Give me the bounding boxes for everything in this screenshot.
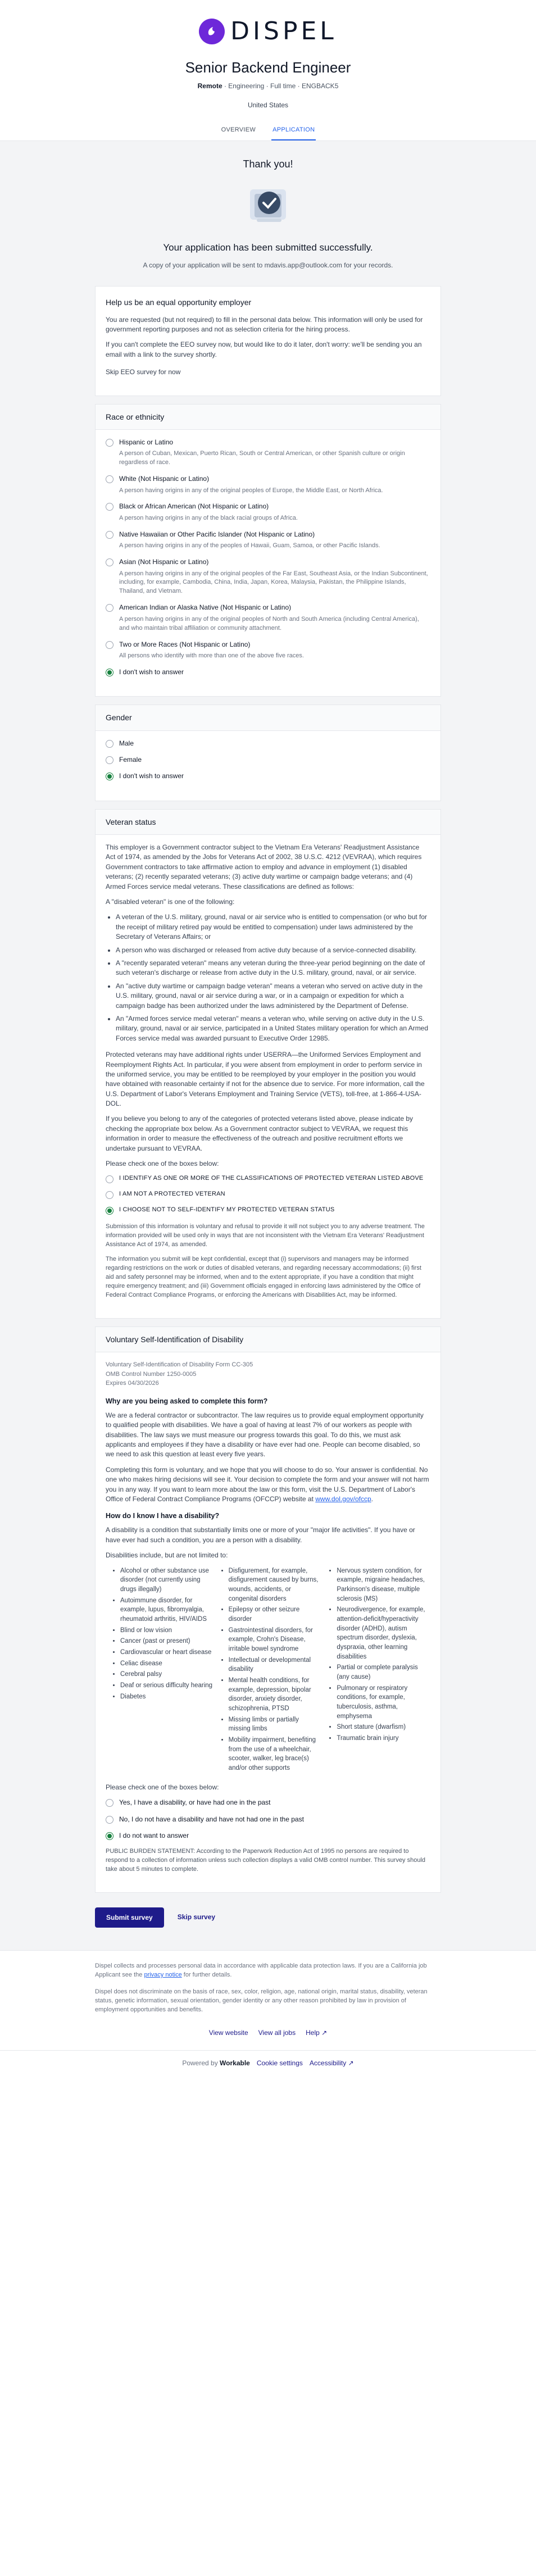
- veteran-userra: Protected veterans may have additional rights under USERRA—the Uniformed Services Employment and Reemployment Rights Act. In particular, if you were absent from employment in order to perform service in the uniformed service, you may be entitled to be reemployed by your employer in the position you would have obtained with reasonable certainty if not for the absence due to service. For more information, call the U.S. Department of Labor's Veterans Employment and Training Service (VETS), toll-free, at 1-866-4-USA-DOL.: [106, 1051, 425, 1108]
- veteran-option[interactable]: [106, 1174, 430, 1183]
- list-item: • Deaf or serious difficulty hearing: [120, 1681, 214, 1691]
- tab-overview[interactable]: OVERVIEW: [221, 126, 256, 134]
- page-footer: [0, 1950, 536, 2078]
- job-tabs: [0, 121, 536, 141]
- race-title: Race or ethnicity: [96, 405, 440, 430]
- main-content: [0, 141, 536, 1950]
- job-details: · Engineering · Full time · ENGBACK5: [222, 82, 339, 90]
- list-item: • Epilepsy or other seizure disorder: [229, 1605, 322, 1624]
- list-item: • Cardiovascular or heart disease: [120, 1648, 214, 1657]
- radio-button[interactable]: [106, 531, 113, 539]
- option-label: I CHOOSE NOT TO SELF-IDENTIFY MY PROTECTED VETERAN STATUS: [119, 1206, 335, 1214]
- race-card: [95, 404, 441, 697]
- confirmation-copy-note: A copy of your application will be sent to mdavis.app@outlook.com for your records.: [143, 261, 393, 269]
- company-logo[interactable]: [199, 13, 337, 49]
- powered-by-bar: [0, 2050, 536, 2068]
- cookie-settings-link[interactable]: Cookie settings: [256, 2059, 303, 2068]
- option-label: Two or More Races (Not Hispanic or Latino): [119, 640, 251, 648]
- ofccp-link[interactable]: www.dol.gov/ofccp: [315, 1494, 371, 1503]
- privacy-notice-text: [95, 1962, 441, 1980]
- option-description: All persons who identify with more than one of the above five races.: [119, 652, 304, 659]
- option-label: Asian (Not Hispanic or Latino): [119, 558, 209, 566]
- why-heading: Why are you being asked to complete this form?: [106, 1397, 268, 1405]
- workable-brand: Workable: [220, 2059, 250, 2068]
- checkmark-illustration-icon: [240, 177, 296, 233]
- option-description: A person of Cuban, Mexican, Puerto Rican, South or Central American, or other Spanish culture or origin regardless of race.: [119, 450, 405, 466]
- radio-button[interactable]: [106, 558, 113, 566]
- how-heading: How do I know I have a disability?: [106, 1512, 220, 1520]
- gender-option[interactable]: [106, 771, 430, 781]
- list-item: • Diabetes: [120, 1692, 214, 1702]
- race-option[interactable]: [106, 640, 430, 661]
- list-item: • Short stature (dwarfism): [337, 1723, 430, 1732]
- gender-option[interactable]: [106, 739, 430, 748]
- job-location: United States: [247, 101, 289, 109]
- eeo-statement: Dispel does not discriminate on the basis of race, sex, color, religion, age, national origin, marital status, disability, veteran status, genetic information, sexual orientation, gender identity or any other reason prohibited by law in provision of employment opportunities and benefits.: [95, 1988, 428, 2013]
- radio-button[interactable]: [106, 475, 113, 483]
- race-option[interactable]: [106, 557, 430, 596]
- dispel-logo-icon: [199, 19, 225, 44]
- list-item: • A veteran of the U.S. military, ground, naval or air service who is entitled to compensation (or who but for the receipt of military retired pay would be entitled to compensation) under laws administered by the Secretary of Veterans Affairs; or: [116, 912, 430, 942]
- eeo-title: Help us be an equal opportunity employer: [106, 298, 252, 307]
- why-paragraph-2: Completing this form is voluntary, and we hope that you will choose to do so. Your answer is confidential. No one who makes hiring decisions will see it. Your decision to complete the form and your answer will not harm you in any way. If you want to learn more about the law or this form, visit the U.S. Department of Labor's Office of Federal Contract Compliance Programs (OFCCP) website at www.dol.gov/ofccp.: [106, 1465, 429, 1503]
- disability-option[interactable]: [106, 1815, 430, 1824]
- disabilities-list: [113, 1566, 430, 1775]
- job-team: Remote: [197, 82, 222, 90]
- form-line: OMB Control Number 1250-0005: [106, 1370, 197, 1378]
- race-option[interactable]: [106, 438, 430, 467]
- list-item: • Blind or low vision: [120, 1626, 214, 1635]
- option-label: Black or African American (Not Hispanic or Latino): [119, 502, 269, 511]
- privacy-notice-link[interactable]: privacy notice: [144, 1971, 182, 1979]
- veteran-card: [95, 809, 441, 1319]
- option-description: A person having origins in any of the black racial groups of Africa.: [119, 514, 298, 521]
- disability-option[interactable]: [106, 1831, 430, 1841]
- privacy-text-pre: Dispel collects and processes personal data in accordance with applicable data protection laws. If you are a California job Applicant see the: [95, 1962, 427, 1979]
- radio-button[interactable]: [106, 1832, 113, 1840]
- eeo-intro: You are requested (but not required) to fill in the personal data below. This information will only be used for government reporting purposes and not as selection criteria for the hiring process.: [106, 315, 423, 334]
- view-all-jobs-link[interactable]: View all jobs: [258, 2028, 296, 2037]
- veteran-definition-intro: A "disabled veteran" is one of the following:: [106, 898, 235, 906]
- gender-options: [106, 739, 430, 782]
- list-item: • Mental health conditions, for example, depression, bipolar disorder, anxiety disorder, schizophrenia, PTSD: [229, 1676, 322, 1714]
- option-label: Hispanic or Latino: [119, 438, 174, 446]
- powered-by-label: Powered by: [182, 2059, 218, 2068]
- list-item: • Celiac disease: [120, 1659, 214, 1669]
- gender-option[interactable]: [106, 755, 430, 765]
- option-label: American Indian or Alaska Native (Not Hispanic or Latino): [119, 603, 292, 612]
- option-label: I do not want to answer: [119, 1831, 189, 1839]
- help-label: Help: [306, 2028, 320, 2037]
- radio-button[interactable]: [106, 773, 113, 780]
- option-label: Male: [119, 739, 134, 747]
- option-label: Female: [119, 756, 142, 764]
- option-label: White (Not Hispanic or Latino): [119, 475, 210, 483]
- radio-button[interactable]: [106, 1175, 113, 1183]
- disability-prompt: Please check one of the boxes below:: [106, 1783, 219, 1791]
- form-line: Voluntary Self-Identification of Disability Form CC-305: [106, 1361, 253, 1369]
- list-item: • Autoimmune disorder, for example, lupus, fibromyalgia, rheumatoid arthritis, HIV/AIDS: [120, 1596, 214, 1624]
- page-header: [0, 0, 536, 141]
- confirmation: [95, 157, 441, 286]
- survey-actions: [95, 1907, 441, 1928]
- list-item: • Disfigurement, for example, disfigurement caused by burns, wounds, accidents, or congenital disorders: [229, 1566, 322, 1604]
- eeo-later-note: If you can't complete the EEO survey now, but would like to do it later, don't worry: we'll be sending you an email with a link to the survey shortly.: [106, 340, 422, 358]
- disability-options: [106, 1798, 430, 1841]
- powered-by: [182, 2059, 250, 2068]
- list-item: • Nervous system condition, for example, migraine headaches, Parkinson's disease, multiple sclerosis (MS): [337, 1566, 430, 1604]
- option-description: A person having origins in any of the original peoples of Europe, the Middle East, or North Africa.: [119, 487, 383, 494]
- job-title: Senior Backend Engineer: [185, 58, 351, 76]
- confirmation-message: Your application has been submitted successfully.: [163, 242, 373, 253]
- why-paragraph: We are a federal contractor or subcontractor. The law requires us to provide equal employment opportunity to qualified people with disabilities. We have a goal of having at least 7% of our workers as people with disabilities. The law says we must measure our progress towards this goal. To do this, we must ask applicants and employees if they have a disability or have ever had one. People can become disabled, so we need to ask this question at least every five years.: [106, 1411, 424, 1459]
- radio-button[interactable]: [106, 669, 113, 676]
- eeo-intro-card: [95, 286, 441, 396]
- skip-eeo-link[interactable]: Skip EEO survey for now: [106, 368, 181, 376]
- option-label: Yes, I have a disability, or have had one in the past: [119, 1798, 271, 1807]
- veteran-voluntary-note: Submission of this information is voluntary and refusal to provide it will not subject you to any adverse treatment. The information provided will be used only in ways that are not inconsistent with the Vietnam Era Veterans' Readjustment Assistance Act of 1974, as amended.: [106, 1223, 425, 1248]
- list-item: • An "active duty wartime or campaign badge veteran" means a veteran who served on active duty in the U.S. military, ground, naval or air service during a war, or in a campaign or expedition for which a campaign badge has been authorized under the laws administered by the Department of Defense.: [116, 982, 430, 1011]
- disabilities-intro: Disabilities include, but are not limited to:: [106, 1551, 228, 1560]
- option-label: I don't wish to answer: [119, 667, 184, 676]
- disabilities-column: [120, 1566, 214, 1775]
- disability-card: [95, 1326, 441, 1893]
- race-option[interactable]: [106, 474, 430, 495]
- why-text: Completing this form is voluntary, and we hope that you will choose to do so. Your answer is confidential. No one who makes hiring decisions will see it. Your decision to complete the form and your answer will not harm you in any way. If you want to learn more about the law or this form, visit the U.S. Department of Labor's Office of Federal Contract Compliance Programs (OFCCP) website at: [106, 1465, 429, 1503]
- option-label: No, I do not have a disability and have not had one in the past: [119, 1815, 304, 1823]
- veteran-confidential-note: The information you submit will be kept confidential, except that (i) supervisors and managers may be informed regarding restrictions on the work or duties of disabled veterans, and regarding necessary accommodations; (ii) first aid and safety personnel may be informed, when and to the extent appropriate, if you have a condition that might require emergency treatment; and (iii) Government officials engaged in enforcing laws administered by the Office of Federal Contract Compliance Programs, or enforcing the Americans with Disabilities Act, may be informed.: [106, 1256, 421, 1298]
- submit-survey-button[interactable]: Submit survey: [95, 1907, 164, 1928]
- public-burden-statement: PUBLIC BURDEN STATEMENT: According to the Paperwork Reduction Act of 1995 no persons are required to respond to a collection of information unless such collection displays a valid OMB control number. This survey should take about 5 minutes to complete.: [106, 1848, 426, 1873]
- list-item: • Traumatic brain injury: [337, 1734, 430, 1743]
- job-meta: [0, 81, 536, 91]
- accessibility-label: Accessibility: [309, 2059, 347, 2068]
- list-item: • Pulmonary or respiratory conditions, for example, tuberculosis, asthma, emphysema: [337, 1684, 430, 1721]
- list-item: • Missing limbs or partially missing limbs: [229, 1715, 322, 1734]
- veteran-title: Veteran status: [96, 810, 440, 835]
- option-description: A person having origins in any of the original peoples of North and South America (including Central America), and who maintain tribal affiliation or community attachment.: [119, 615, 419, 631]
- veteran-options: [106, 1174, 430, 1215]
- form-line: Expires 04/30/2026: [106, 1380, 159, 1387]
- option-label: I IDENTIFY AS ONE OR MORE OF THE CLASSIFICATIONS OF PROTECTED VETERAN LISTED ABOVE: [119, 1175, 424, 1182]
- gender-card: [95, 705, 441, 801]
- list-item: • Mobility impairment, benefiting from the use of a wheelchair, scooter, walker, leg brace(s) and/or other supports: [229, 1735, 322, 1773]
- list-item: • Neurodivergence, for example, attention-deficit/hyperactivity disorder (ADHD), autism spectrum disorder, dyslexia, dyspraxia, other learning disabilities: [337, 1605, 430, 1661]
- how-paragraph: A disability is a condition that substantially limits one or more of your "major life activities". If you have or have ever had such a condition, you are a person with a disability.: [106, 1526, 415, 1544]
- radio-button[interactable]: [106, 439, 113, 447]
- radio-button[interactable]: [106, 740, 113, 748]
- radio-button[interactable]: [106, 641, 113, 649]
- race-option[interactable]: [106, 603, 430, 633]
- race-option[interactable]: [106, 667, 430, 677]
- veteran-option[interactable]: [106, 1190, 430, 1199]
- radio-button[interactable]: [106, 1207, 113, 1215]
- radio-button[interactable]: [106, 1816, 113, 1824]
- help-link[interactable]: [306, 2028, 327, 2038]
- veteran-option[interactable]: [106, 1206, 430, 1215]
- list-item: • Cancer (past or present): [120, 1637, 214, 1646]
- list-item: • A person who was discharged or released from active duty because of a service-connected disability.: [116, 946, 430, 955]
- skip-survey-button[interactable]: Skip survey: [177, 1913, 216, 1921]
- veteran-prompt: Please check one of the boxes below:: [106, 1160, 219, 1168]
- list-item: • Intellectual or developmental disability: [229, 1656, 322, 1674]
- race-options: [106, 438, 430, 677]
- veteran-definitions: [116, 912, 430, 1043]
- disability-option[interactable]: [106, 1798, 430, 1807]
- gender-title: Gender: [96, 705, 440, 730]
- radio-button[interactable]: [106, 604, 113, 612]
- race-option[interactable]: [106, 502, 430, 523]
- list-item: • Partial or complete paralysis (any cause): [337, 1663, 430, 1682]
- list-item: • A "recently separated veteran" means any veteran during the three-year period beginning on the date of such veteran's discharge or release from active duty in the U.S. military, ground, naval, or air service.: [116, 958, 430, 978]
- race-option[interactable]: [106, 530, 430, 551]
- list-item: • An "Armed forces service medal veteran" means a veteran who, while serving on active duty in the U.S. military, ground, naval or air service, participated in a United States military operation for which an Armed Forces service medal was awarded pursuant to Executive Order 12985.: [116, 1014, 430, 1043]
- veteran-request: If you believe you belong to any of the categories of protected veterans listed above, please indicate by checking the appropriate box below. As a Government contractor subject to VEVRAA, we request this information in order to measure the effectiveness of the outreach and positive recruitment efforts we undertake pursuant to VEVRAA.: [106, 1115, 414, 1152]
- privacy-text-post: for further details.: [181, 1971, 232, 1979]
- external-link-icon: ↗: [321, 2028, 328, 2037]
- accessibility-link[interactable]: [310, 2059, 354, 2068]
- veteran-intro: This employer is a Government contractor subject to the Vietnam Era Veterans' Readjustment Assistance Act of 1974, as amended by the Jobs for Veterans Act of 2002, 38 U.S.C. 4212 (VEVRAA), which requires Government contractors to take affirmative action to employ and advance in employment (1) disabled veterans; (2) recently separated veterans; (3) active duty wartime or campaign badge veterans; and (4) Armed Forces service medal veterans. These classifications are defined as follows:: [106, 843, 422, 891]
- radio-button[interactable]: [106, 756, 113, 764]
- option-label: I AM NOT A PROTECTED VETERAN: [119, 1191, 225, 1198]
- company-name: DISPEL: [230, 17, 337, 46]
- radio-button[interactable]: [106, 1191, 113, 1199]
- radio-button[interactable]: [106, 1799, 113, 1807]
- list-item: • Alcohol or other substance use disorder (not currently using drugs illegally): [120, 1566, 214, 1594]
- disability-title: Voluntary Self-Identification of Disability: [96, 1327, 440, 1352]
- disabilities-column: [229, 1566, 322, 1775]
- option-label: I don't wish to answer: [119, 772, 184, 780]
- disability-form-info: [106, 1360, 430, 1388]
- option-description: A person having origins in any of the original peoples of the Far East, Southeast Asia, or the Indian Subcontinent, including, for example, Cambodia, China, India, Japan, Korea, Malaysia, Pakistan, the Philippine Islands, Thailand, and Vietnam.: [119, 570, 428, 595]
- disabilities-column: [337, 1566, 430, 1775]
- option-label: Native Hawaiian or Other Pacific Islander (Not Hispanic or Latino): [119, 530, 315, 538]
- list-item: • Cerebral palsy: [120, 1670, 214, 1679]
- view-website-link[interactable]: View website: [208, 2028, 248, 2037]
- external-link-icon: ↗: [348, 2059, 354, 2068]
- list-item: • Gastrointestinal disorders, for example, Crohn's Disease, irritable bowel syndrome: [229, 1626, 322, 1654]
- radio-button[interactable]: [106, 503, 113, 511]
- footer-links: [0, 2028, 536, 2038]
- option-description: A person having origins in any of the peoples of Hawaii, Guam, Samoa, or other Pacific Islands.: [119, 542, 380, 549]
- confirmation-title: Thank you!: [243, 158, 293, 170]
- tab-application[interactable]: APPLICATION: [271, 121, 316, 140]
